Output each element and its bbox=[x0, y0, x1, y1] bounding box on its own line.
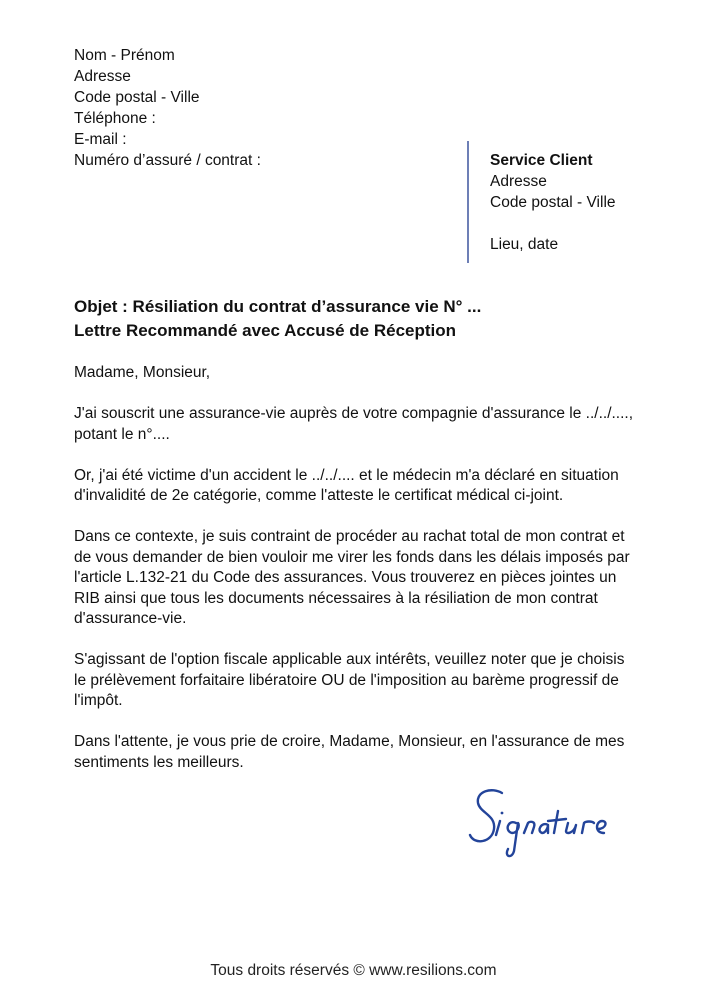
greeting: Madame, Monsieur, bbox=[74, 364, 211, 381]
sender-phone: Téléphone : bbox=[74, 110, 156, 127]
paragraph-subscription: J'ai souscrit une assurance-vie auprès de votre compagnie d'assurance le ../../...., potant le n°.... bbox=[74, 405, 634, 443]
sender-city: Code postal - Ville bbox=[74, 89, 200, 106]
recipient-address: Adresse bbox=[490, 173, 547, 190]
paragraph-surrender: Dans ce contexte, je suis contraint de procéder au rachat total de mon contrat et de vous demander de bien vouloir me virer les fonds dans les délais imposés par l'article L.132-21 du Code des assurances. Vous trouverez en pièces jointes un RIB ainsi que tous les documents nécessaires à la résiliation de mon contrat d'assurance-vie. bbox=[74, 528, 630, 627]
copyright-footer: Tous droits réservés © www.resilions.com bbox=[210, 962, 497, 979]
sender-block bbox=[74, 45, 261, 171]
sender-email: E-mail : bbox=[74, 131, 127, 148]
recipient-name: Service Client bbox=[490, 152, 593, 169]
recipient-city: Code postal - Ville bbox=[490, 194, 616, 211]
recipient-block bbox=[490, 150, 616, 255]
paragraph-tax-option: S'agissant de l'option fiscale applicable aux intérêts, veuillez noter que je choisis le prélèvement forfaitaire libératoire OU de l'imposition au barème progressif de l'impôt. bbox=[74, 651, 625, 709]
subject-block bbox=[74, 295, 481, 343]
delivery-mode-line: Lettre Recommandé avec Accusé de Réception bbox=[74, 321, 457, 340]
recipient-divider bbox=[467, 141, 469, 263]
subject-line: Objet : Résiliation du contrat d’assurance vie N° ... bbox=[74, 297, 482, 316]
place-date: Lieu, date bbox=[490, 236, 559, 253]
sender-address: Adresse bbox=[74, 68, 131, 85]
signature-image bbox=[462, 785, 637, 865]
sender-contract-number: Numéro d’assuré / contrat : bbox=[74, 152, 261, 169]
closing-formula: Dans l'attente, je vous prie de croire, Madame, Monsieur, en l'assurance de mes sentiments les meilleurs. bbox=[74, 733, 625, 771]
paragraph-accident: Or, j'ai été victime d'un accident le ../../.... et le médecin m'a déclaré en situation d'invalidité de 2e catégorie, comme l'atteste le certificat médical ci-joint. bbox=[74, 466, 619, 504]
letter-body bbox=[74, 363, 634, 794]
sender-name: Nom - Prénom bbox=[74, 47, 175, 64]
